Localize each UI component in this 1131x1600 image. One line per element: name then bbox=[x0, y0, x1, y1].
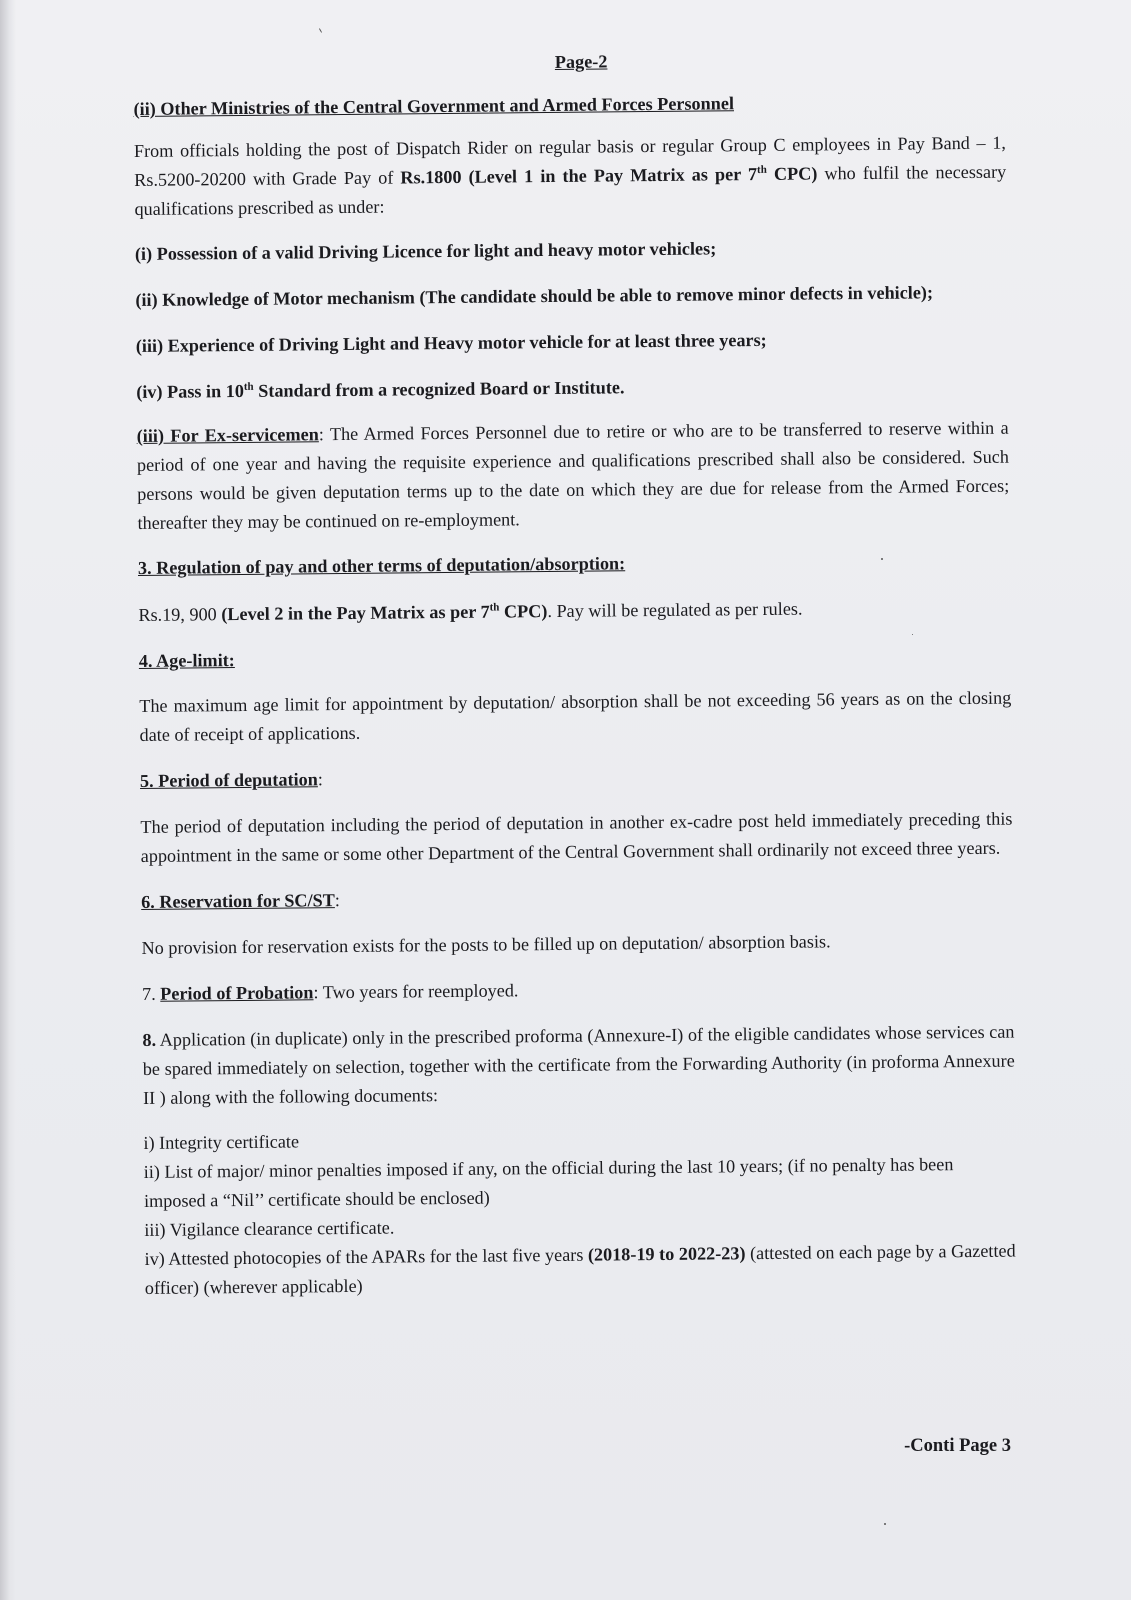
section-iii bbox=[137, 414, 1010, 538]
scan-speck bbox=[319, 28, 322, 33]
document-item-2: ii) List of major/ minor penalties imposed if any, on the official during the last 10 years; (if no penalty has been imposed a “Nil’’ certificate should be enclosed) bbox=[143, 1154, 954, 1211]
requirement-3: (iii) Experience of Driving Light and Heavy motor vehicle for at least three years; bbox=[135, 329, 767, 356]
section-ii-heading: (ii) Other Ministries of the Central Government and Armed Forces Personnel bbox=[133, 93, 735, 119]
section-5-colon: : bbox=[317, 769, 323, 790]
section-ii-intro-bold: Rs.1800 (Level 1 in the Pay Matrix as per 7 bbox=[400, 164, 758, 188]
section-iii-text: : The Armed Forces Personnel due to retire or who are to be transferred to reserve within a period of one year and having the requisite experience and qualifications prescribed shall also be considered. Such persons would be given deputation terms up to the date on which they are due for release from the Armed Forces; thereafter they may be continued on re-employment. bbox=[136, 417, 1010, 533]
section-7-number: 7. bbox=[141, 983, 161, 1004]
continuation-note: -Conti Page 3 bbox=[904, 1436, 1011, 1456]
section-5-heading-line bbox=[140, 759, 1012, 796]
section-7-heading: Period of Probation bbox=[160, 982, 314, 1004]
section-ii-intro-sup: th bbox=[756, 163, 767, 176]
section-6-text: No provision for reservation exists for the posts to be filled up on deputation/ absorption basis. bbox=[141, 931, 831, 958]
section-5-heading: 5. Period of deputation bbox=[139, 769, 318, 791]
document-item-4-text-end: (attested on each page by a Gazetted officer) (wherever applicable) bbox=[144, 1240, 1016, 1298]
section-ii-intro-bold-end: CPC) bbox=[766, 163, 818, 184]
section-8-text: Application (in duplicate) only in the prescribed proforma (Annexure-I) of the eligible candidates whose services can be spared immediately on selection, together with the certificate from the Forwarding Authority (in proforma Annexure II ) along with the following documents: bbox=[142, 1021, 1015, 1108]
document-item-4-text: iv) Attested photocopies of the APARs for the last five years bbox=[144, 1244, 589, 1269]
page-label: Page-2 bbox=[554, 51, 608, 72]
section-iii-heading: (iii) For Ex-servicemen bbox=[136, 424, 319, 446]
section-4-text: The maximum age limit for appointment by deputation/ absorption shall be not exceeding 56 years as on the closing date of receipt of applications. bbox=[139, 687, 1012, 745]
document-item-1: i) Integrity certificate bbox=[143, 1131, 300, 1153]
section-3-bold-end: CPC) bbox=[499, 601, 548, 622]
section-6-colon: : bbox=[334, 890, 340, 911]
document-body bbox=[133, 44, 1017, 1303]
section-3-text-a: Rs.19, 900 bbox=[138, 604, 222, 625]
section-3-bold: (Level 2 in the Pay Matrix as per 7 bbox=[221, 601, 490, 625]
section-3-text bbox=[138, 593, 1010, 630]
section-ii-intro-text-2: who fulfil the necessary qualifications prescribed as under: bbox=[134, 161, 1007, 219]
scan-edge-shadow bbox=[0, 0, 16, 1600]
scan-speck bbox=[884, 1523, 886, 1525]
section-5-text: The period of deputation including the period of deputation in another ex-cadre post held immediately preceding this appointment in the same or some other Department of the Central Government shall ordinarily not exceed three years. bbox=[140, 808, 1013, 866]
section-7 bbox=[142, 972, 1014, 1009]
document-item-3: iii) Vigilance clearance certificate. bbox=[144, 1217, 395, 1240]
section-7-text: : Two years for reemployed. bbox=[313, 980, 519, 1003]
section-6-heading: 6. Reservation for SC/ST bbox=[141, 890, 335, 912]
section-4-heading: 4. Age-limit: bbox=[138, 650, 235, 671]
section-3-sup: th bbox=[489, 601, 500, 614]
document-item-4 bbox=[144, 1237, 1017, 1303]
section-3-text-b: . Pay will be regulated as per rules. bbox=[547, 598, 803, 622]
section-ii-intro bbox=[134, 129, 1007, 224]
requirement-4 bbox=[136, 370, 1008, 407]
document-item-4-years: (2018-19 to 2022-23) bbox=[587, 1243, 746, 1265]
requirement-2: (ii) Knowledge of Motor mechanism (The candidate should be able to remove minor defects in vehicle); bbox=[135, 282, 934, 310]
section-8 bbox=[142, 1018, 1015, 1113]
requirement-4-text-end: Standard from a recognized Board or Institute. bbox=[253, 377, 625, 401]
section-8-number: 8. bbox=[142, 1029, 157, 1050]
section-ii-intro-text: From officials holding the post of Dispatch Rider on regular basis or regular Group C employees in Pay Band – 1, Rs.5200-20200 with Grade Pay of bbox=[133, 132, 1007, 190]
section-3-heading: 3. Regulation of pay and other terms of deputation/absorption: bbox=[137, 553, 626, 578]
requirement-4-text: (iv) Pass in 10 bbox=[136, 380, 244, 402]
requirement-1: (i) Possession of a valid Driving Licence for light and heavy motor vehicles; bbox=[134, 238, 717, 264]
section-6-heading-line bbox=[141, 880, 1013, 917]
requirement-4-sup: th bbox=[243, 380, 254, 393]
